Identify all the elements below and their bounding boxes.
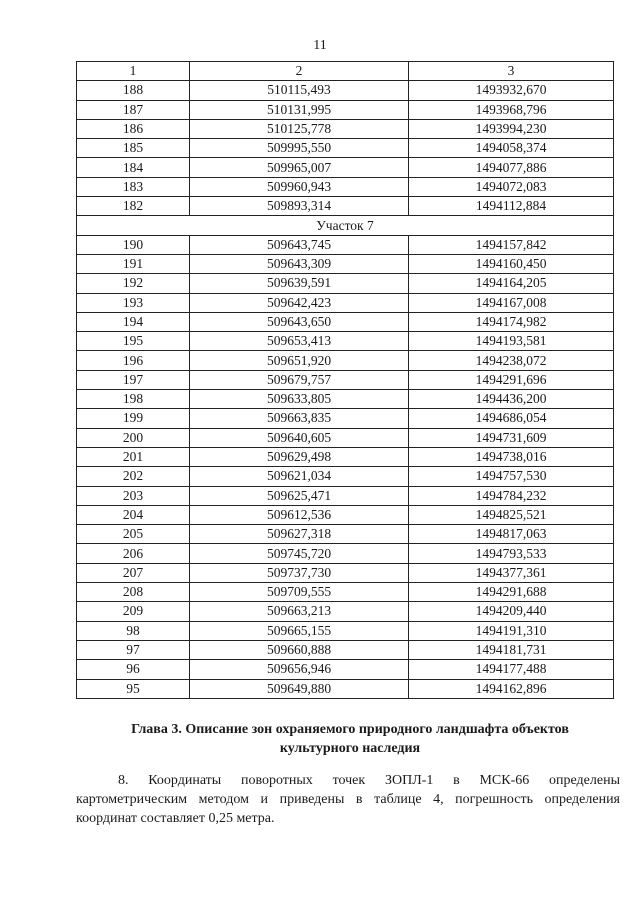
x-coordinate-cell: 509663,213 <box>190 602 409 621</box>
chapter-title <box>90 720 610 758</box>
point-number-cell: 96 <box>77 660 190 679</box>
point-number-cell: 187 <box>77 100 190 119</box>
y-coordinate-cell: 1494162,896 <box>409 679 614 698</box>
table-row <box>77 100 614 119</box>
x-coordinate-cell: 510115,493 <box>190 81 409 100</box>
table-row <box>77 158 614 177</box>
y-coordinate-cell: 1494058,374 <box>409 139 614 158</box>
paragraph-8: 8. Координаты поворотных точек ЗОПЛ-1 в МСК-66 определены картометрическим методом и приведены в таблице 4, погрешность определения координат составляет 0,25 метра. <box>76 773 620 826</box>
point-number-cell: 97 <box>77 640 190 659</box>
point-number-cell: 193 <box>77 293 190 312</box>
y-coordinate-cell: 1494167,008 <box>409 293 614 312</box>
point-number-cell: 204 <box>77 505 190 524</box>
x-coordinate-cell: 509737,730 <box>190 563 409 582</box>
point-number-cell: 95 <box>77 679 190 698</box>
point-number-cell: 198 <box>77 390 190 409</box>
y-coordinate-cell: 1493932,670 <box>409 81 614 100</box>
table-row <box>77 332 614 351</box>
x-coordinate-cell: 510131,995 <box>190 100 409 119</box>
point-number-cell: 182 <box>77 197 190 216</box>
point-number-cell: 98 <box>77 621 190 640</box>
x-coordinate-cell: 509653,413 <box>190 332 409 351</box>
point-number-cell: 184 <box>77 158 190 177</box>
table-row <box>77 197 614 216</box>
y-coordinate-cell: 1494072,083 <box>409 177 614 196</box>
table-row <box>77 544 614 563</box>
table-row <box>77 447 614 466</box>
y-coordinate-cell: 1494191,310 <box>409 621 614 640</box>
x-coordinate-cell: 509633,805 <box>190 390 409 409</box>
table-row <box>77 177 614 196</box>
section-row-group <box>77 216 614 235</box>
table-row <box>77 583 614 602</box>
x-coordinate-cell: 509665,155 <box>190 621 409 640</box>
x-coordinate-cell: 509651,920 <box>190 351 409 370</box>
x-coordinate-cell: 509679,757 <box>190 370 409 389</box>
y-coordinate-cell: 1494181,731 <box>409 640 614 659</box>
y-coordinate-cell: 1494077,886 <box>409 158 614 177</box>
table-row <box>77 293 614 312</box>
y-coordinate-cell: 1494164,205 <box>409 274 614 293</box>
chapter-title-line-2: культурного наследия <box>279 741 421 756</box>
point-number-cell: 191 <box>77 254 190 273</box>
y-coordinate-cell: 1494817,063 <box>409 525 614 544</box>
table-row <box>77 390 614 409</box>
point-number-cell: 197 <box>77 370 190 389</box>
point-number-cell: 185 <box>77 139 190 158</box>
x-coordinate-cell: 509745,720 <box>190 544 409 563</box>
x-coordinate-cell: 509612,536 <box>190 505 409 524</box>
x-coordinate-cell: 509640,605 <box>190 428 409 447</box>
x-coordinate-cell: 509643,745 <box>190 235 409 254</box>
y-coordinate-cell: 1494157,842 <box>409 235 614 254</box>
x-coordinate-cell: 509893,314 <box>190 197 409 216</box>
x-coordinate-cell: 509663,835 <box>190 409 409 428</box>
x-coordinate-cell: 509660,888 <box>190 640 409 659</box>
point-number-cell: 201 <box>77 447 190 466</box>
table-row <box>77 274 614 293</box>
table-body-before <box>77 81 614 216</box>
y-coordinate-cell: 1494160,450 <box>409 254 614 273</box>
y-coordinate-cell: 1494757,530 <box>409 467 614 486</box>
y-coordinate-cell: 1494291,688 <box>409 583 614 602</box>
table-row <box>77 312 614 331</box>
y-coordinate-cell: 1494377,361 <box>409 563 614 582</box>
point-number-cell: 203 <box>77 486 190 505</box>
table-row <box>77 660 614 679</box>
x-coordinate-cell: 509643,650 <box>190 312 409 331</box>
y-coordinate-cell: 1494177,488 <box>409 660 614 679</box>
point-number-cell: 209 <box>77 602 190 621</box>
x-coordinate-cell: 509642,423 <box>190 293 409 312</box>
table-row <box>77 409 614 428</box>
table-row <box>77 119 614 138</box>
point-number-cell: 200 <box>77 428 190 447</box>
point-number-cell: 202 <box>77 467 190 486</box>
table-row <box>77 428 614 447</box>
y-coordinate-cell: 1494291,696 <box>409 370 614 389</box>
table-row <box>77 640 614 659</box>
y-coordinate-cell: 1494784,232 <box>409 486 614 505</box>
y-coordinate-cell: 1494436,200 <box>409 390 614 409</box>
table-row <box>77 602 614 621</box>
y-coordinate-cell: 1494209,440 <box>409 602 614 621</box>
coordinates-table <box>76 61 614 699</box>
table-row <box>77 621 614 640</box>
table-body-after <box>77 235 614 698</box>
chapter-title-line-1: Глава 3. Описание зон охраняемого природного ландшафта объектов <box>131 722 569 737</box>
point-number-cell: 183 <box>77 177 190 196</box>
table-header-row <box>77 62 614 81</box>
x-coordinate-cell: 509965,007 <box>190 158 409 177</box>
y-coordinate-cell: 1494731,609 <box>409 428 614 447</box>
x-coordinate-cell: 509960,943 <box>190 177 409 196</box>
table-row <box>77 351 614 370</box>
table-row <box>77 486 614 505</box>
y-coordinate-cell: 1494793,533 <box>409 544 614 563</box>
column-header-2: 2 <box>190 62 409 81</box>
point-number-cell: 195 <box>77 332 190 351</box>
y-coordinate-cell: 1494825,521 <box>409 505 614 524</box>
page-number: 11 <box>313 38 327 53</box>
x-coordinate-cell: 509625,471 <box>190 486 409 505</box>
x-coordinate-cell: 509995,550 <box>190 139 409 158</box>
x-coordinate-cell: 509649,880 <box>190 679 409 698</box>
point-number-cell: 186 <box>77 119 190 138</box>
x-coordinate-cell: 509709,555 <box>190 583 409 602</box>
point-number-cell: 205 <box>77 525 190 544</box>
point-number-cell: 207 <box>77 563 190 582</box>
table-row <box>77 235 614 254</box>
y-coordinate-cell: 1494174,982 <box>409 312 614 331</box>
y-coordinate-cell: 1494193,581 <box>409 332 614 351</box>
y-coordinate-cell: 1494238,072 <box>409 351 614 370</box>
table-row <box>77 467 614 486</box>
x-coordinate-cell: 509629,498 <box>190 447 409 466</box>
point-number-cell: 199 <box>77 409 190 428</box>
y-coordinate-cell: 1494112,884 <box>409 197 614 216</box>
x-coordinate-cell: 509639,591 <box>190 274 409 293</box>
point-number-cell: 192 <box>77 274 190 293</box>
y-coordinate-cell: 1494686,054 <box>409 409 614 428</box>
x-coordinate-cell: 509627,318 <box>190 525 409 544</box>
y-coordinate-cell: 1494738,016 <box>409 447 614 466</box>
point-number-cell: 206 <box>77 544 190 563</box>
x-coordinate-cell: 509621,034 <box>190 467 409 486</box>
section-label: Участок 7 <box>77 216 614 235</box>
table-row <box>77 254 614 273</box>
column-header-3: 3 <box>409 62 614 81</box>
point-number-cell: 194 <box>77 312 190 331</box>
y-coordinate-cell: 1493968,796 <box>409 100 614 119</box>
point-number-cell: 190 <box>77 235 190 254</box>
table-row <box>77 505 614 524</box>
table-row <box>77 370 614 389</box>
table-row <box>77 563 614 582</box>
y-coordinate-cell: 1493994,230 <box>409 119 614 138</box>
table-row <box>77 679 614 698</box>
column-header-1: 1 <box>77 62 190 81</box>
x-coordinate-cell: 509656,946 <box>190 660 409 679</box>
x-coordinate-cell: 510125,778 <box>190 119 409 138</box>
table-row <box>77 81 614 100</box>
point-number-cell: 208 <box>77 583 190 602</box>
x-coordinate-cell: 509643,309 <box>190 254 409 273</box>
table-row <box>77 525 614 544</box>
table-row <box>77 139 614 158</box>
point-number-cell: 188 <box>77 81 190 100</box>
section-row <box>77 216 614 235</box>
point-number-cell: 196 <box>77 351 190 370</box>
